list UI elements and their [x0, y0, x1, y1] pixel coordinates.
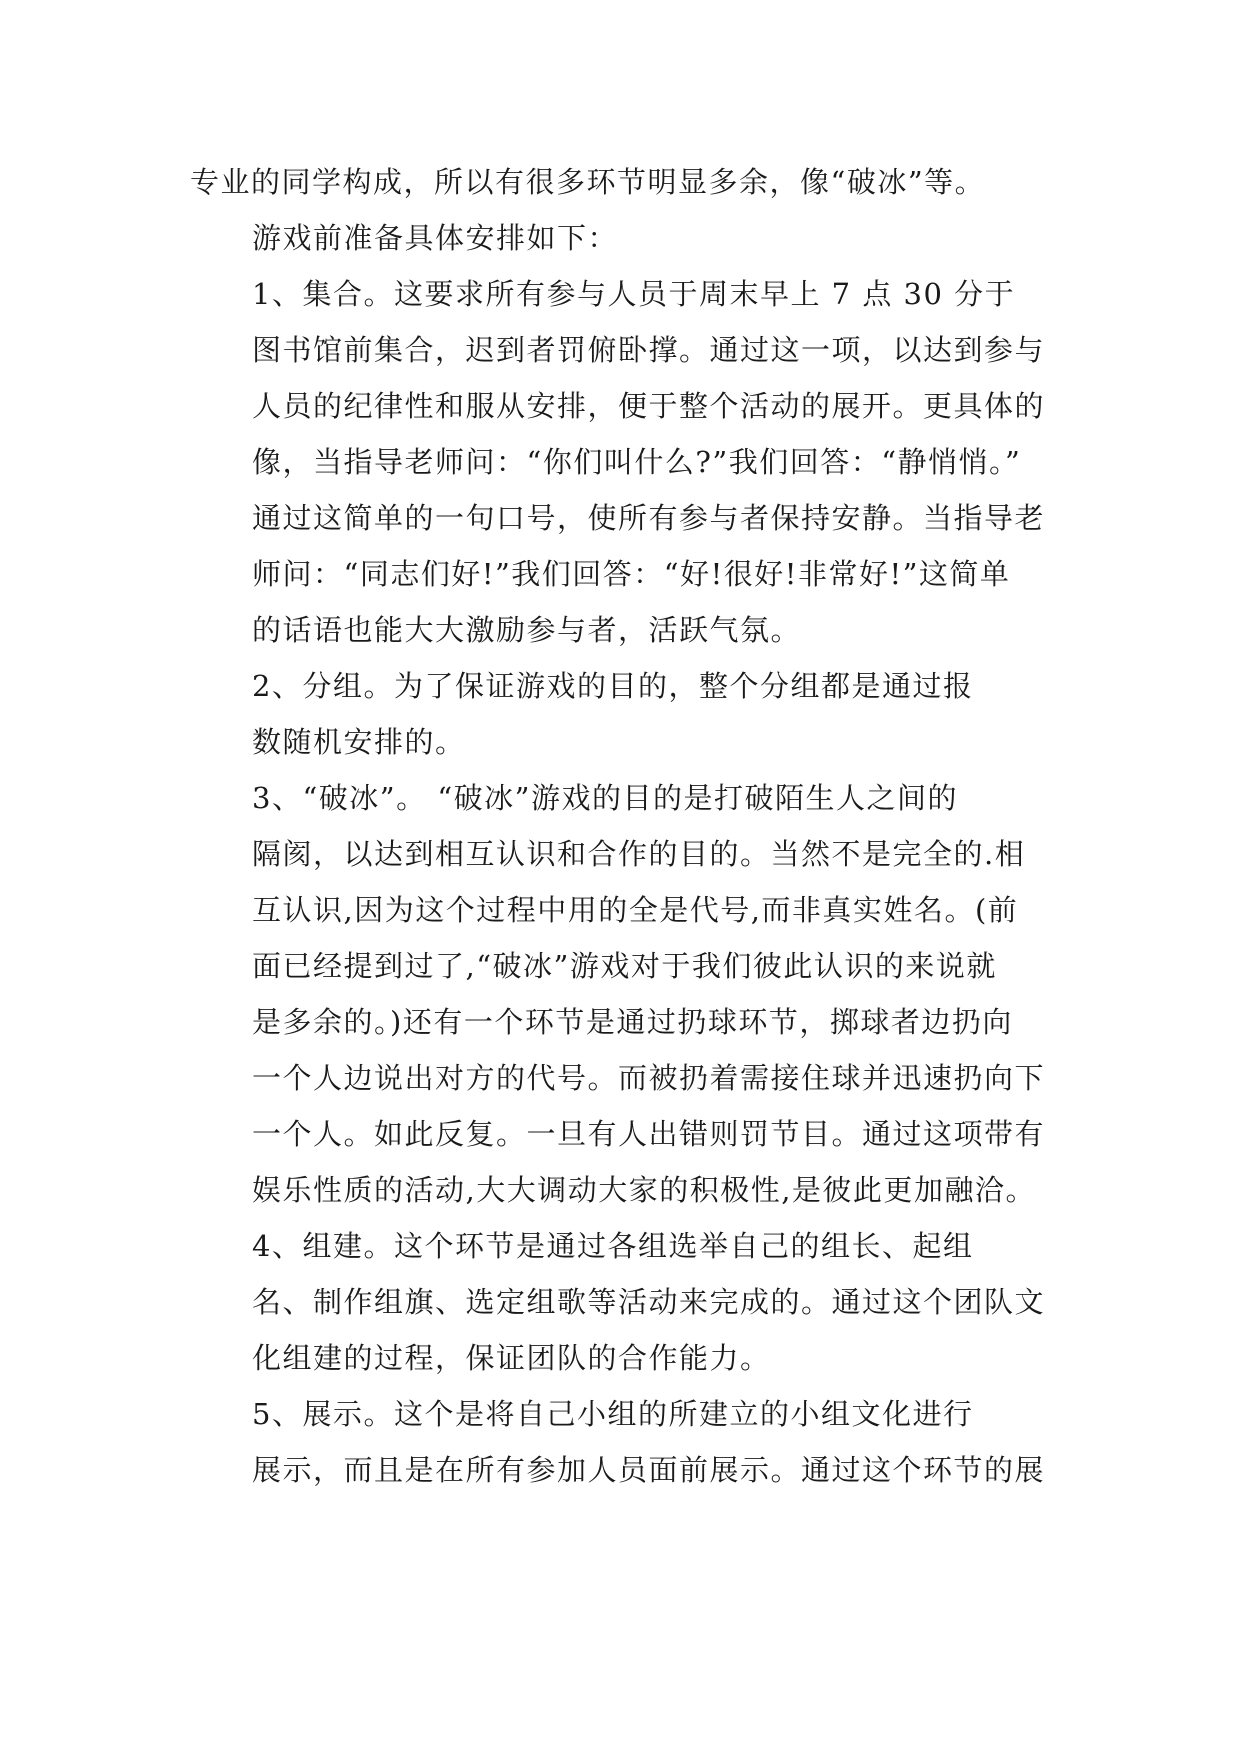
text-line: 名、制作组旗、选定组歌等活动来完成的。通过这个团队文: [252, 1285, 1046, 1319]
text-line: 展示，而且是在所有参加人员面前展示。通过这个环节的展: [252, 1453, 1046, 1487]
text-line: 3、“破冰”。 “破冰”游戏的目的是打破陌生人之间的: [252, 781, 958, 815]
text-line: 5、展示。这个是将自己小组的所建立的小组文化进行: [252, 1397, 974, 1431]
paragraph-step-3-icebreaking: [190, 770, 1055, 1218]
text-line: 4、组建。这个环节是通过各组选举自己的组长、起组: [252, 1229, 974, 1263]
text-line: 娱乐性质的活动,大大调动大家的积极性,是彼此更加融洽。: [252, 1173, 1036, 1207]
paragraph-preparation-heading: [190, 210, 1055, 266]
paragraph-step-1-gathering: [190, 266, 1055, 658]
paragraph-intro-continuation: [190, 154, 1055, 210]
text-line: 是多余的。)还有一个环节是通过扔球环节，掷球者边扔向: [252, 1005, 1013, 1039]
text-line: 2、分组。为了保证游戏的目的，整个分组都是通过报: [252, 669, 974, 703]
text-line: 游戏前准备具体安排如下：: [252, 221, 619, 255]
text-line: 隔阂，以达到相互认识和合作的目的。当然不是完全的.相: [252, 837, 1026, 871]
text-line: 师问：“同志们好!”我们回答：“好!很好!非常好!”这简单: [252, 557, 1011, 591]
text-line: 的话语也能大大激励参与者，活跃气氛。: [252, 613, 802, 647]
text-line: 化组建的过程，保证团队的合作能力。: [252, 1341, 771, 1375]
text-line: 数随机安排的。: [252, 725, 466, 759]
text-line: 互认识,因为这个过程中用的全是代号,而非真实姓名。(前: [252, 893, 1019, 927]
text-line: 1、集合。这要求所有参与人员于周末早上 7 点 30 分于: [252, 277, 1016, 311]
paragraph-step-2-grouping: [190, 658, 1055, 770]
text-line: 图书馆前集合，迟到者罚俯卧撑。通过这一项，以达到参与: [252, 333, 1046, 367]
document-body: [190, 154, 1055, 1498]
paragraph-step-4-team-building: [190, 1218, 1055, 1386]
text-line: 像，当指导老师问：“你们叫什么?”我们回答：“静悄悄。”: [252, 445, 1022, 479]
text-line: 一个人。如此反复。一旦有人出错则罚节目。通过这项带有: [252, 1117, 1046, 1151]
text-line: 专业的同学构成，所以有很多环节明显多余，像“破冰”等。: [190, 165, 986, 199]
paragraph-step-5-presentation: [190, 1386, 1055, 1498]
text-line: 通过这简单的一句口号，使所有参与者保持安静。当指导老: [252, 501, 1046, 535]
text-line: 面已经提到过了,“破冰”游戏对于我们彼此认识的来说就: [252, 949, 997, 983]
text-line: 人员的纪律性和服从安排，便于整个活动的展开。更具体的: [252, 389, 1046, 423]
text-line: 一个人边说出对方的代号。而被扔着需接住球并迅速扔向下: [252, 1061, 1046, 1095]
